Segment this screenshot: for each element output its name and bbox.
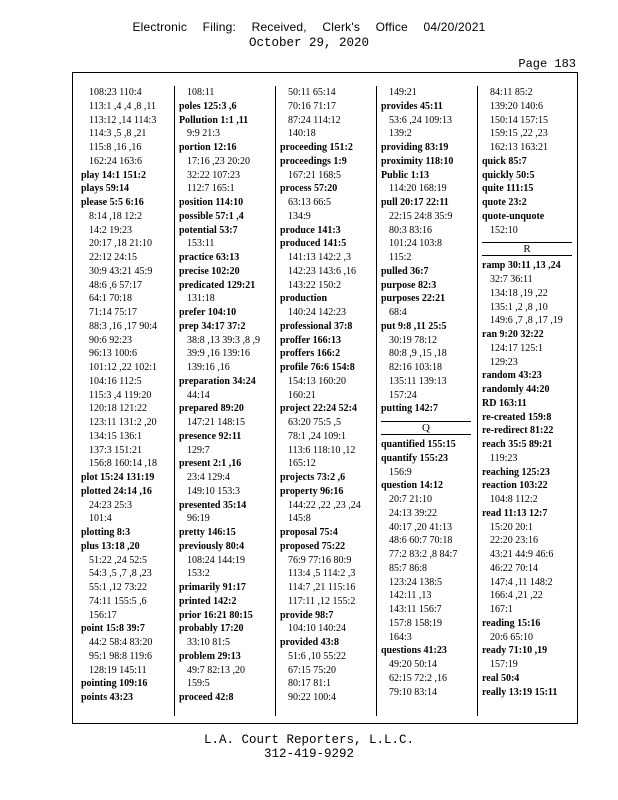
index-column-5 [477,86,578,716]
index-term: Pollution 1:1 ,11 [179,114,249,126]
index-reference: 22:12 24:15 [89,252,138,263]
index-reference: 17:16 ,23 20:20 [187,155,251,167]
index-term: play 14:1 151:2 [81,169,146,181]
index-reference: 143:22 150:2 [288,279,342,291]
index-reference: 149:10 153:3 [187,485,241,497]
index-term: practice 63:13 [179,252,240,263]
index-term: provided 43:8 [280,637,339,648]
index-term: proposed 75:22 [280,540,346,552]
index-column-2 [174,86,275,716]
index-reference: 143:11 156:7 [389,604,442,615]
index-reference: 167:21 168:5 [288,169,342,181]
index-reference: 9:9 21:3 [187,128,221,140]
index-term: primarily 91:17 [179,582,246,593]
index-reference: 139:2 [389,128,412,140]
index-reference: 159:5 [187,678,210,690]
index-term: reaction 103:22 [482,480,548,492]
index-term: process 57:20 [280,183,338,195]
index-reference: 135:11 139:13 [389,375,447,387]
index-term: really 13:19 15:11 [482,686,558,698]
index-reference: 147:4 ,11 148:2 [490,576,553,588]
index-reference: 48:6 60:7 70:18 [389,535,453,547]
index-reference: 67:15 75:20 [288,664,337,676]
index-reference: 162:13 163:21 [490,142,549,153]
index-term: possible 57:1 ,4 [179,210,244,222]
index-reference: 156:8 160:14 ,18 [89,458,158,470]
index-term: predicated 129:21 [179,279,256,291]
index-term: pulled 36:7 [381,265,429,277]
index-reference: 79:10 83:14 [389,686,438,698]
index-term: questions 41:23 [381,645,447,657]
index-term: purpose 82:3 [381,279,437,291]
index-term: random 43:23 [482,370,542,382]
index-reference: 149:6 ,7 ,8 ,17 ,19 [490,315,563,327]
index-reference: 114:7 ,21 115:16 [288,582,356,593]
reporter-name: L.A. Court Reporters, L.L.C. [203,733,415,747]
index-term: presence 92:11 [179,430,242,442]
index-term: printed 142:2 [179,595,237,607]
index-reference: 129:23 [490,356,518,368]
index-term: precise 102:20 [179,265,240,277]
index-reference: 166:4 ,21 ,22 [490,590,543,602]
index-reference: 108:24 144:19 [187,554,246,566]
index-reference: 64:1 70:18 [89,293,133,305]
index-term: potential 53:7 [179,224,238,236]
index-reference: 101:24 103:8 [389,238,443,250]
index-letter-heading: Q [381,421,471,435]
index-term: proffers 166:2 [280,348,341,360]
index-term: points 43:23 [81,692,133,703]
index-term: RD 163:11 [482,397,527,409]
index-term: presented 35:14 [179,499,247,511]
reporter-phone: 312-419-9292 [263,747,354,761]
index-reference: 114:20 168:19 [389,183,447,195]
index-term: putting 142:7 [381,403,438,415]
index-term: present 2:1 ,16 [179,458,242,470]
index-reference: 140:24 142:23 [288,307,347,318]
index-reference: 90:6 92:23 [89,334,133,346]
index-reference: 139:20 140:6 [490,100,544,112]
index-reference: 159:15 ,22 ,23 [490,128,548,140]
index-term: portion 12:16 [179,142,237,153]
index-reference: 84:11 85:2 [490,87,533,98]
index-reference: 101:4 [89,513,112,525]
index-reference: 22:15 24:8 35:9 [389,210,453,222]
index-term: professional 37:8 [280,320,353,332]
index-reference: 165:12 [288,458,316,470]
index-reference: 63:20 75:5 ,5 [288,417,342,428]
index-reference: 96:19 [187,513,210,525]
index-term: prep 34:17 37:2 [179,320,246,332]
index-term: probably 17:20 [179,623,244,635]
index-reference: 135:1 ,2 ,8 ,10 [490,301,548,313]
filing-stamp-word: Electronic [132,20,188,34]
index-reference: 46:22 70:14 [490,562,539,574]
index-reference: 115:8 ,16 ,16 [89,142,142,153]
index-reference: 101:12 ,22 102:1 [89,362,158,373]
index-reference: 23:4 129:4 [187,472,231,483]
index-reference: 129:7 [187,444,210,456]
index-reference: 153:11 [187,238,215,250]
index-reference: 104:8 112:2 [490,494,538,505]
index-term: purposes 22:21 [381,293,446,305]
index-reference: 70:16 71:17 [288,100,337,112]
index-reference: 96:13 100:6 [89,348,138,360]
index-reference: 112:7 165:1 [187,183,235,195]
index-reference: 117:11 ,12 155:2 [288,595,356,607]
index-term: Public 1:13 [381,169,430,181]
index-reference: 44:14 [187,389,210,401]
index-term: plot 15:24 131:19 [81,472,155,483]
index-reference: 38:8 ,13 39:3 ,8 ,9 [187,334,261,346]
index-reference: 87:24 114:12 [288,114,341,126]
index-term: quickly 50:5 [482,169,535,181]
index-reference: 162:24 163:6 [89,155,143,167]
index-term: plotting 8:3 [81,527,131,538]
index-reference: 51:22 ,24 52:5 [89,554,148,566]
index-reference: 80:17 81:1 [288,678,332,690]
index-reference: 55:1 ,12 73:22 [89,582,148,593]
index-reference: 39:9 ,16 139:16 [187,348,251,360]
index-term: profile 76:6 154:8 [280,362,355,373]
index-reference: 104:16 112:5 [89,375,142,387]
filing-stamp-word: 04/20/2021 [423,20,486,34]
index-term: project 22:24 52:4 [280,403,358,415]
index-reference: 85:7 86:8 [389,562,428,574]
index-term: quote 23:2 [482,197,527,208]
index-term: previously 80:4 [179,540,245,552]
index-reference: 142:11 ,13 [389,590,432,602]
index-reference: 114:3 ,5 ,8 ,21 [89,128,147,140]
index-box [72,72,578,724]
index-term: question 14:12 [381,480,443,492]
index-term: proceed 42:8 [179,692,234,703]
index-reference: 115:2 [389,252,412,263]
index-term: prior 16:21 80:15 [179,609,253,621]
index-reference: 145:8 [288,513,311,525]
index-term: ready 71:10 ,19 [482,645,548,657]
index-term: poles 125:3 ,6 [179,100,237,112]
index-reference: 144:22 ,22 ,23 ,24 [288,499,361,511]
index-reference: 20:6 65:10 [490,631,534,643]
index-reference: 134:9 [288,210,311,222]
index-term: pointing 109:16 [81,678,148,690]
index-letter-heading: R [482,242,572,256]
index-reference: 119:23 [490,452,518,464]
index-term: pull 20:17 22:11 [381,197,449,208]
index-term: randomly 44:20 [482,384,550,395]
index-reference: 140:18 [288,128,316,140]
index-term: quantify 155:23 [381,452,448,464]
index-term: proffer 166:13 [280,334,342,346]
index-term: reading 15:16 [482,617,541,629]
index-reference: 15:20 20:1 [490,521,534,533]
index-term: read 11:13 12:7 [482,507,548,519]
index-reference: 113:6 118:10 ,12 [288,444,356,456]
index-reference: 30:19 78:12 [389,334,438,346]
index-reference: 113:4 ,5 114:2 ,3 [288,568,356,580]
index-reference: 22:20 23:16 [490,535,539,547]
index-reference: 113:12 ,14 114:3 [89,114,157,126]
index-reference: 137:3 151:21 [89,444,143,456]
index-reference: 62:15 72:2 ,16 [389,672,448,684]
index-reference: 154:13 160:20 [288,375,347,387]
index-term: quote-unquote [482,210,545,222]
index-term: proximity 118:10 [381,155,454,167]
index-reference: 113:1 ,4 ,4 ,8 ,11 [89,100,157,112]
index-term: proposal 75:4 [280,527,338,538]
index-term: property 96:16 [280,485,344,497]
index-column-4 [376,86,477,716]
index-reference: 95:1 98:8 119:6 [89,650,152,662]
index-term: reach 35:5 89:21 [482,439,553,450]
index-term: providing 83:19 [381,142,449,153]
transcript-date: October 29, 2020 [248,36,370,50]
index-term: plus 13:18 ,20 [81,540,140,552]
index-reference: 88:3 ,16 ,17 90:4 [89,320,158,332]
index-reference: 20:17 ,18 21:10 [89,238,153,250]
index-reference: 164:3 [389,631,412,643]
index-reference: 80:3 83:16 [389,224,433,236]
index-reference: 8:14 ,18 12:2 [89,210,143,222]
index-reference: 157:24 [389,389,417,401]
filing-stamp-word: Clerk's [322,20,361,34]
index-term: prepared 89:20 [179,403,244,415]
index-reference: 53:6 ,24 109:13 [389,114,453,126]
index-reference: 32:7 36:11 [490,274,533,285]
index-reference: 43:21 44:9 46:6 [490,549,554,560]
index-reference: 78:1 ,24 109:1 [288,430,347,442]
index-term: provides 45:11 [381,100,443,112]
index-reference: 44:2 58:4 83:20 [89,637,153,648]
index-reference: 123:11 131:2 ,20 [89,417,157,428]
index-reference: 156:9 [389,466,412,478]
index-term: problem 29:13 [179,650,241,662]
index-reference: 50:11 65:14 [288,87,336,98]
index-reference: 150:14 157:15 [490,114,549,126]
index-reference: 71:14 75:17 [89,307,138,318]
index-reference: 142:23 143:6 ,16 [288,265,357,277]
index-reference: 49:7 82:13 ,20 [187,664,246,676]
index-reference: 68:4 [389,307,407,318]
index-term: preparation 34:24 [179,375,256,387]
index-reference: 141:13 142:2 ,3 [288,252,352,263]
index-reference: 124:17 125:1 [490,342,544,354]
index-reference: 80:8 ,9 ,15 ,18 [389,348,447,360]
index-column-1 [73,86,174,716]
index-reference: 108:23 110:4 [89,87,142,98]
index-term: plays 59:14 [81,183,130,195]
index-term: real 50:4 [482,672,520,684]
index-reference: 104:10 140:24 [288,623,347,635]
index-reference: 131:18 [187,293,215,305]
index-term: pretty 146:15 [179,527,236,538]
index-term: production [280,293,328,305]
index-reference: 24:23 25:3 [89,499,133,511]
index-term: re-redirect 81:22 [482,425,554,437]
index-term: produced 141:5 [280,238,347,250]
index-reference: 157:19 [490,659,518,670]
index-reference: 149:21 [389,87,417,98]
index-reference: 63:13 66:5 [288,197,332,208]
index-reference: 128:19 145:11 [89,664,147,676]
index-reference: 115:3 ,4 119:20 [89,389,152,401]
index-reference: 33:10 81:5 [187,637,231,648]
index-reference: 139:16 ,16 [187,362,230,373]
index-reference: 74:11 155:5 ,6 [89,595,147,607]
filing-stamp [0,20,618,34]
index-term: please 5:5 6:16 [81,197,144,208]
index-term: proceeding 151:2 [280,142,353,153]
page-number: Page 183 [518,57,576,71]
index-term: prefer 104:10 [179,307,237,318]
index-reference: 30:9 43:21 45:9 [89,265,153,277]
index-term: projects 73:2 ,6 [280,472,346,483]
index-reference: 90:22 100:4 [288,692,337,703]
index-reference: 160:21 [288,389,316,401]
index-reference: 51:6 ,10 55:22 [288,650,347,662]
index-reference: 24:13 39:22 [389,507,438,519]
index-term: put 9:8 ,11 25:5 [381,320,447,332]
index-reference: 134:18 ,19 ,22 [490,287,548,299]
index-reference: 152:10 [490,224,518,236]
index-reference: 108:11 [187,87,215,98]
index-term: point 15:8 39:7 [81,623,145,635]
index-term: proceedings 1:9 [280,155,347,167]
filing-stamp-word: Received, [251,20,307,34]
index-reference: 157:8 158:19 [389,617,443,629]
index-term: quick 85:7 [482,155,527,167]
index-reference: 48:6 ,6 57:17 [89,279,143,291]
index-reference: 77:2 83:2 ,8 84:7 [389,549,458,560]
index-term: re-created 159:8 [482,411,552,423]
index-reference: 49:20 50:14 [389,659,438,670]
index-term: provide 98:7 [280,609,334,621]
index-reference: 32:22 107:23 [187,169,241,181]
index-term: produce 141:3 [280,224,341,236]
index-reference: 123:24 138:5 [389,576,443,588]
index-term: plotted 24:14 ,16 [81,485,152,497]
index-reference: 76:9 77:16 80:9 [288,554,352,566]
index-reference: 14:2 19:23 [89,224,133,236]
index-reference: 147:21 148:15 [187,417,246,428]
index-reference: 54:3 ,5 ,7 ,8 ,23 [89,568,152,580]
index-term: reaching 125:23 [482,466,550,478]
index-reference: 82:16 103:18 [389,362,443,373]
index-term: quite 111:15 [482,183,534,195]
index-reference: 20:7 21:10 [389,494,433,505]
index-term: ran 9:20 32:22 [482,329,544,340]
index-term: quantified 155:15 [381,439,456,450]
filing-stamp-word: Office [375,20,408,34]
index-reference: 40:17 ,20 41:13 [389,521,453,533]
index-reference: 153:2 [187,568,210,580]
index-reference: 134:15 136:1 [89,430,143,442]
index-column-3 [275,86,376,716]
index-reference: 167:1 [490,604,513,615]
index-reference: 156:17 [89,609,117,621]
index-term: position 114:10 [179,197,244,208]
filing-stamp-word: Filing: [202,20,237,34]
index-reference: 120:18 121:22 [89,403,148,415]
index-term: ramp 30:11 ,13 ,24 [482,260,561,272]
